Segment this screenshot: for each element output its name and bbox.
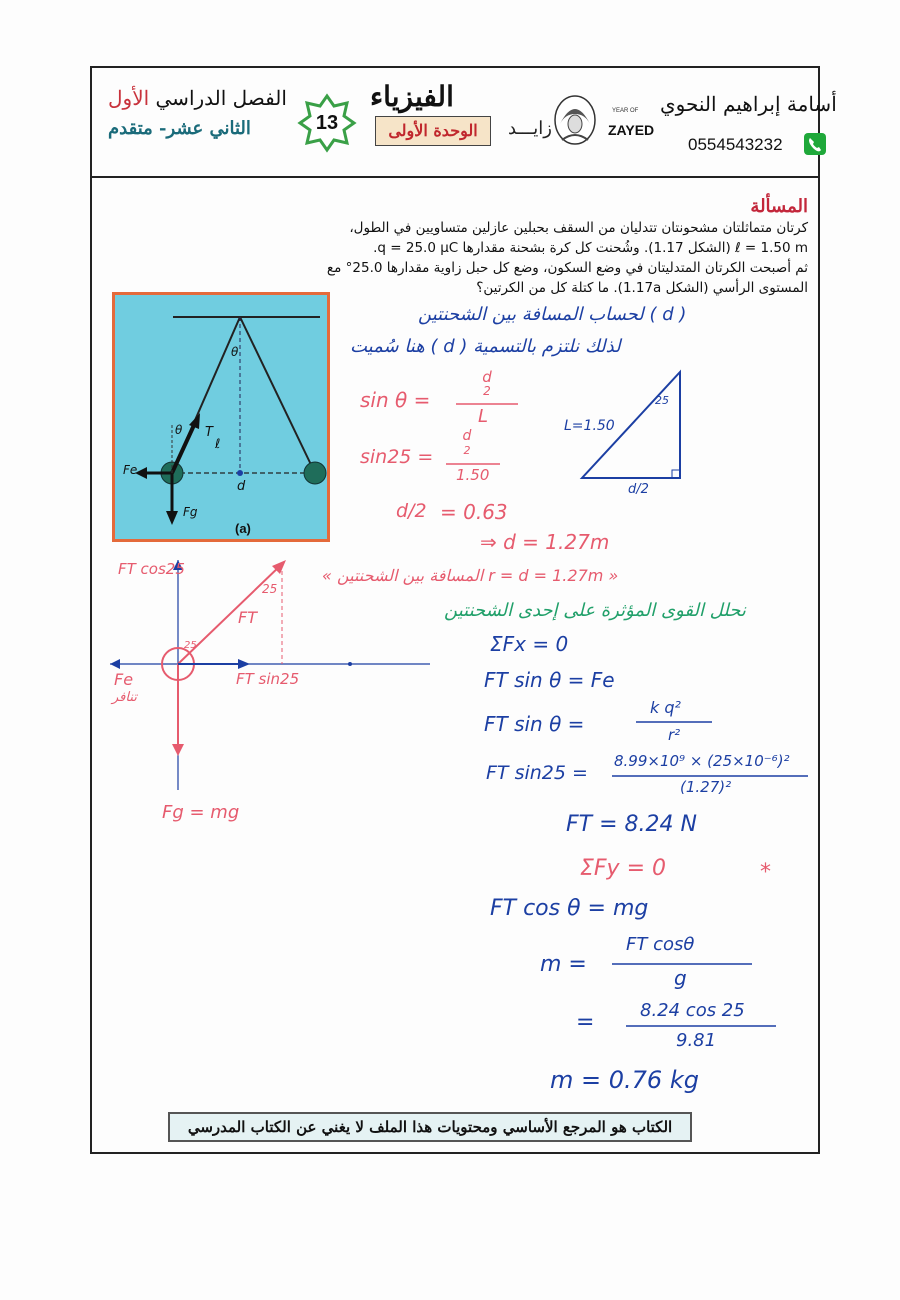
zayed-arabic: زايـــد xyxy=(508,118,552,139)
phone-number: 0554543232 xyxy=(688,135,783,154)
tri-L-label: L=1.50 xyxy=(564,418,615,434)
repel-label: تنافر xyxy=(112,690,137,705)
m-result: m = 0.76 kg xyxy=(550,1066,699,1094)
fraction-bar xyxy=(636,720,712,724)
m-den2: 9.81 xyxy=(676,1030,717,1051)
pendulum-figure xyxy=(112,292,330,542)
semester-highlight: الأول xyxy=(108,86,150,110)
sin-theta-eq: sin θ = xyxy=(360,388,431,412)
teacher-name: أسامة إبراهيم النحوي xyxy=(660,92,837,116)
frac-2: 2 xyxy=(483,384,491,398)
eq-ft-sin25-lhs: FT sin25 = xyxy=(486,762,588,784)
fig-label-Fe: Fe xyxy=(123,463,138,477)
m-den: g xyxy=(674,966,687,990)
eq-coulomb-num: k q² xyxy=(650,698,681,717)
unit-label: الوحدة الأولى xyxy=(375,116,491,146)
fig-label-theta: θ xyxy=(231,345,239,359)
force-diagram xyxy=(110,560,430,820)
ft-label: FT xyxy=(238,608,257,627)
ft-sin-label: FT sin25 xyxy=(236,670,300,688)
fig-caption: (a) xyxy=(235,521,251,536)
tri-base-label: d/2 xyxy=(628,482,649,497)
fig-label-Fg: Fg xyxy=(183,505,198,519)
fig-label-theta-2: θ xyxy=(175,423,183,437)
note-distance: لحساب المسافة بين الشحنتين ( d ) xyxy=(418,304,687,325)
phone-icon xyxy=(804,133,826,155)
eq-ft-sin25-num: 8.99×10⁹ × (25×10⁻⁶)² xyxy=(614,752,790,770)
eq-coulomb-den: r² xyxy=(668,726,681,744)
sin25-eq: sin25 = xyxy=(360,446,434,468)
analyze-note: نحلل القوى المؤثرة على إحدى الشحنتين xyxy=(444,600,746,621)
header-divider xyxy=(92,176,818,178)
fe-label: Fe xyxy=(114,670,134,689)
frac-L: L xyxy=(478,406,489,427)
problem-line: المستوى الرأسي (الشكل 1.17a). ما كتلة كل من الكرتين؟ xyxy=(476,280,808,296)
r-distance-note: « المسافة بين الشحنتين r = d = 1.27m » xyxy=(322,566,619,585)
page-number: 13 xyxy=(315,112,339,134)
fg-label: Fg = mg xyxy=(162,802,240,823)
star-mark: * xyxy=(760,860,771,885)
year-of-label: YEAR OF xyxy=(612,108,639,114)
grade-label: الثاني عشر- متقدم xyxy=(108,118,251,139)
angle-25b-label: 25 xyxy=(184,640,197,651)
m-num: FT cosθ xyxy=(626,934,695,955)
problem-line: ثم أصبحت الكرتان المتدليتان في وضع السكون، وضع كل حبل زاوية مقدارها 25.0° مع xyxy=(326,260,808,276)
problem-heading: المسألة xyxy=(750,196,808,217)
fraction-bar xyxy=(626,1024,776,1028)
angle-25-label: 25 xyxy=(262,582,278,596)
fig-label-T: T xyxy=(205,425,213,440)
frac-2-2: 2 xyxy=(463,444,471,457)
semester-label xyxy=(108,86,287,110)
zayed-label: ZAYED xyxy=(608,122,655,138)
tri-angle-label: 25 xyxy=(655,394,669,407)
semester-prefix: الفصل الدراسي xyxy=(155,86,287,110)
ft-cos-label: FT cos25 xyxy=(118,560,185,578)
eq-ft-cos: FT cos θ = mg xyxy=(490,896,649,921)
footer-notice: الكتاب هو المرجع الأساسي ومحتويات هذا الملف لا يغني عن الكتاب المدرسي xyxy=(168,1112,692,1142)
frac-d-2: d xyxy=(462,428,472,444)
problem-line: كرتان متماثلتان مشحونتان تتدليان من السقف بحبلين عازلين متساويين في الطول، xyxy=(349,220,808,236)
problem-line: ℓ = 1.50 m (الشكل 1.17). وشُحنت كل كرة بشحنة مقدارها q = 25.0 μC. xyxy=(373,240,808,256)
val-150: 1.50 xyxy=(456,466,490,484)
eq-coulomb-lhs: FT sin θ = xyxy=(484,712,585,736)
note-naming: هنا سُميت ( d ) لذلك نلتزم بالتسمية xyxy=(350,336,621,357)
problem-text xyxy=(218,218,808,298)
fig-label-d: d xyxy=(237,479,246,494)
m-num2: 8.24 cos 25 xyxy=(640,1000,745,1021)
d2-result: = 0.63 xyxy=(440,500,508,524)
d-over-2: d/2 xyxy=(396,500,427,522)
subject-title: الفيزياء xyxy=(370,80,454,113)
eq-ft-sin-fe: FT sin θ = Fe xyxy=(484,668,615,692)
sum-fx: ΣFx = 0 xyxy=(490,632,569,656)
d-result: ⇒ d = 1.27m xyxy=(480,530,610,554)
equals-sign: = xyxy=(576,1010,595,1035)
portrait-logo-icon xyxy=(552,94,598,146)
fig-label-l: ℓ xyxy=(215,437,221,452)
frac-d: d xyxy=(482,368,492,386)
m-lhs: m = xyxy=(540,952,587,977)
ft-result: FT = 8.24 N xyxy=(566,812,697,837)
eq-ft-sin25-den: (1.27)² xyxy=(680,778,732,796)
sum-fy: ΣFy = 0 xyxy=(580,856,666,881)
